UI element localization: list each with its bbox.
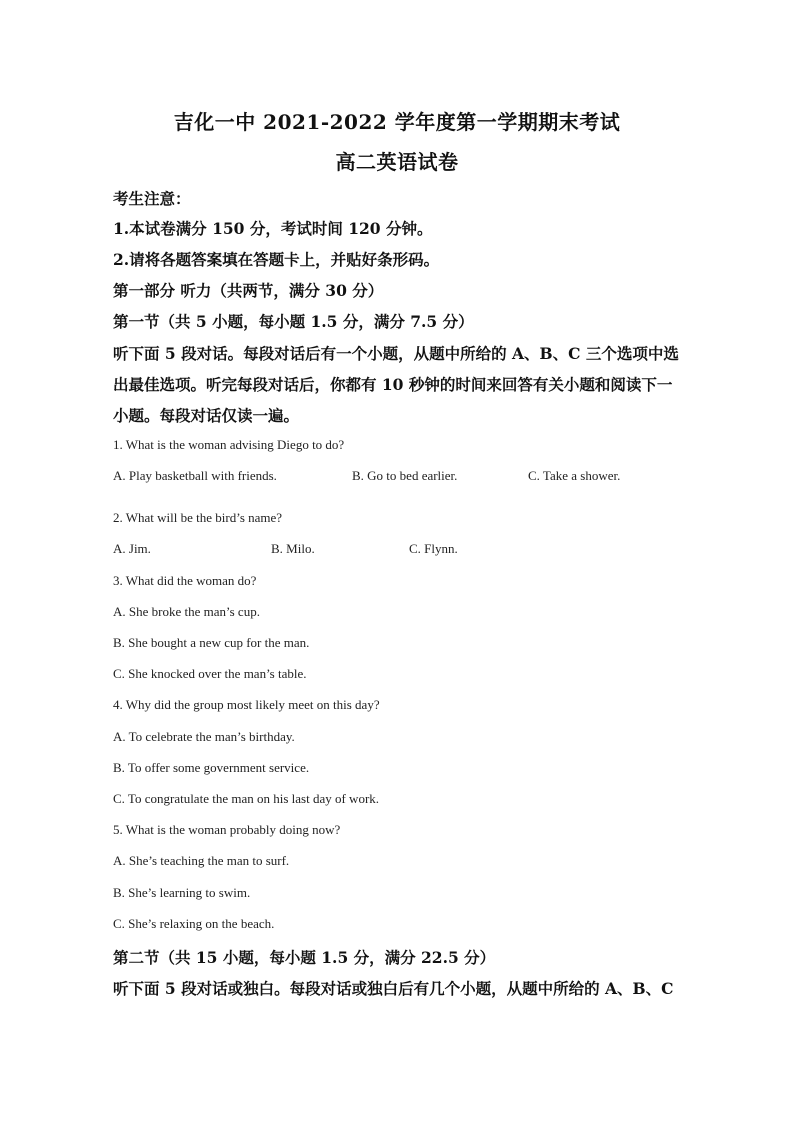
exam-subtitle: 高二英语试卷 bbox=[335, 150, 459, 174]
question-5-option-a: A. She’s teaching the man to surf. bbox=[113, 853, 290, 868]
question-2-stem: 2. What will be the bird’s name? bbox=[113, 510, 283, 525]
question-3-stem: 3. What did the woman do? bbox=[113, 573, 257, 588]
question-4-option-c: C. To congratulate the man on his last day of work. bbox=[113, 791, 380, 806]
question-3-option-b: B. She bought a new cup for the man. bbox=[113, 635, 310, 650]
section2-heading: 第二节（共 15 小题，每小题 1.5 分，满分 22.5 分） bbox=[113, 948, 496, 967]
section1-instruction-line: 小题。每段对话仅读一遍。 bbox=[113, 406, 300, 425]
question-1-option-b: B. Go to bed earlier. bbox=[352, 468, 458, 483]
question-5-stem: 5. What is the woman probably doing now? bbox=[113, 822, 341, 837]
notice-heading: 考生注意： bbox=[113, 189, 191, 208]
question-2-option-a: A. Jim. bbox=[113, 541, 151, 556]
question-4-option-b: B. To offer some government service. bbox=[113, 760, 310, 775]
section1-heading: 第一节（共 5 小题，每小题 1.5 分，满分 7.5 分） bbox=[113, 312, 474, 331]
question-1-option-c: C. Take a shower. bbox=[528, 468, 621, 483]
question-1-stem: 1. What is the woman advising Diego to do? bbox=[113, 437, 345, 452]
question-4-option-a: A. To celebrate the man’s birthday. bbox=[113, 729, 295, 744]
notice-item-1: 1.本试卷满分 150 分，考试时间 120 分钟。 bbox=[113, 219, 433, 238]
question-5-option-b: B. She’s learning to swim. bbox=[113, 885, 251, 900]
section1-instruction-line: 听下面 5 段对话。每段对话后有一个小题，从题中所给的 A、B、C 三个选项中选 bbox=[113, 344, 679, 363]
section1-instruction-line: 出最佳选项。听完每段对话后，你都有 10 秒钟的时间来回答有关小题和阅读下一 bbox=[113, 375, 673, 394]
question-2-option-b: B. Milo. bbox=[271, 541, 315, 556]
question-5-option-c: C. She’s relaxing on the beach. bbox=[113, 916, 275, 931]
part1-heading: 第一部分 听力（共两节，满分 30 分） bbox=[113, 281, 384, 300]
question-2-option-c: C. Flynn. bbox=[409, 541, 458, 556]
exam-title: 吉化一中 2021-2022 学年度第一学期期末考试 bbox=[173, 110, 621, 134]
question-4-stem: 4. Why did the group most likely meet on this day? bbox=[113, 697, 380, 712]
question-3-option-a: A. She broke the man’s cup. bbox=[113, 604, 260, 619]
question-1-option-a: A. Play basketball with friends. bbox=[113, 468, 277, 483]
question-3-option-c: C. She knocked over the man’s table. bbox=[113, 666, 307, 681]
section2-instruction-line: 听下面 5 段对话或独白。每段对话或独白后有几个小题，从题中所给的 A、B、C bbox=[113, 979, 674, 998]
notice-item-2: 2.请将各题答案填在答题卡上，并贴好条形码。 bbox=[113, 250, 440, 269]
